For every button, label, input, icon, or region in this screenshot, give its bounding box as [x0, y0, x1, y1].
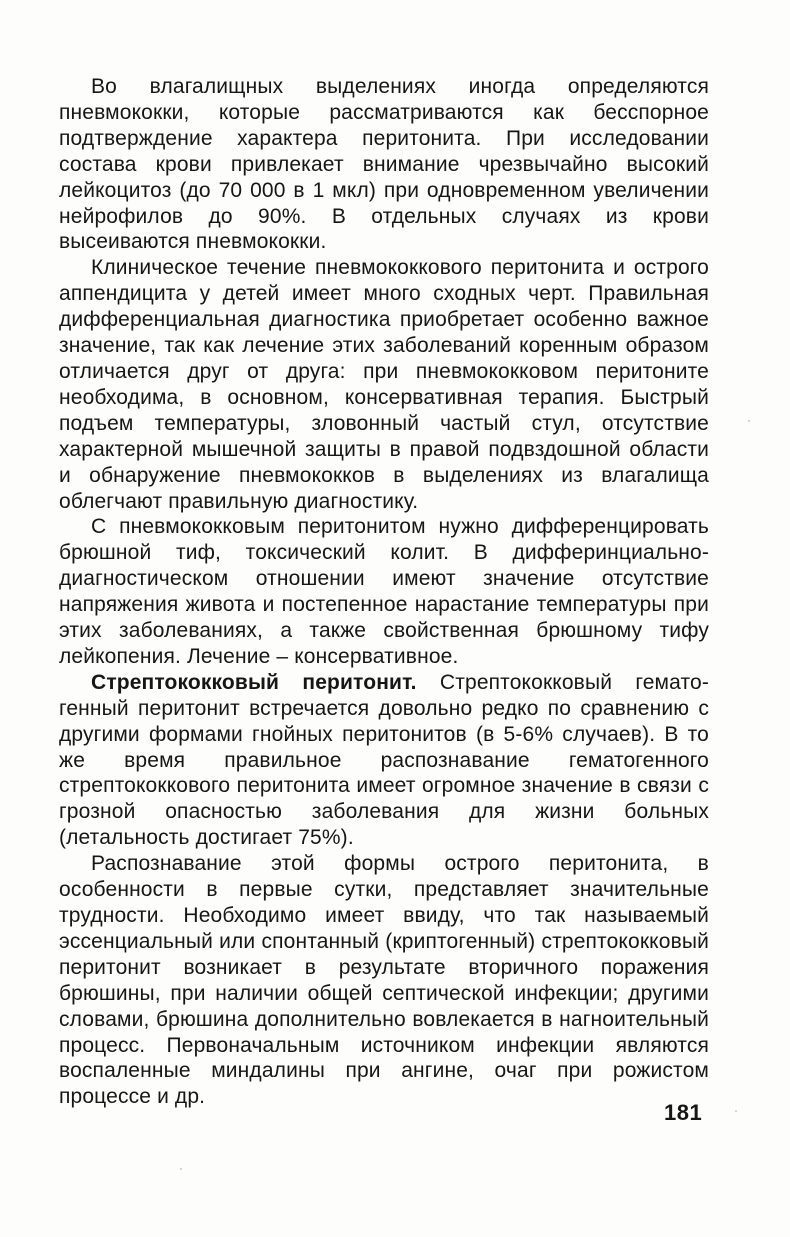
paragraph-text: С пневмококковым перитонитом нужно дифференцировать брюшной тиф, токсический колит. В дифферинциально-диагностическом отношении имеют значение отсутствие напряжения живота и постепенное нарастание температуры при этих заболеваниях, а также свойственная брюшному тифу лейкопения. Лечение – консервативное.: [59, 515, 709, 668]
section-heading: Стрептококковый перитонит.: [91, 670, 417, 694]
scan-speck: [735, 1110, 737, 1112]
page-number: 181: [664, 1100, 703, 1125]
paragraph-text: Клиническое течение пневмококкового перитонита и острого аппендицита у детей имеет много сходных черт. Правильная дифференциальная диагностика приобретает особенно важное значение, так как лечение этих заболеваний коренным образом отличается друг от друга: при пневмококковом перитоните необходима, в основном, консервативная терапия. Быстрый подъем температуры, зловонный частый стул, отсутствие характерной мышечной защиты в правой подвздошной области и обнаружение пневмококков в выделениях из влагалища облегчают правильную диагностику.: [59, 256, 709, 513]
scan-speck: [748, 420, 750, 422]
paragraph-clinical-course: [59, 255, 709, 514]
body-text: [59, 74, 709, 1110]
paragraph-streptococcal-peritonitis: [59, 670, 709, 851]
paragraph-recognition: [59, 851, 709, 1110]
paragraph-pneumococci-discharge: [59, 74, 709, 255]
paragraph-text: Стрептококковый гемато-генный перитонит встречается довольно редко по сравнению с другими формами гнойных перитонитов (в 5-6% случаев). В то же время правильное распознавание гематогенного стрептококкового перитонита имеет огромное значение в связи с грозной опасностью заболевания для жизни больных (летальность достигает 75%).: [59, 670, 709, 850]
paragraph-differential-diagnosis: [59, 514, 709, 669]
scan-speck: [180, 1168, 182, 1170]
paragraph-text: Во влагалищных выделениях иногда определяются пневмококки, которые рассматриваются как бесспорное подтверждение характера перитонита. При исследовании состава крови привлекает внимание чрезвычайно высокий лейкоцитоз (до 70 000 в 1 мкл) при одновременном увеличении нейрофилов до 90%. В отдельных случаях из крови высеиваются пневмококки.: [59, 75, 709, 254]
paragraph-text: Распознавание этой формы острого перитонита, в особенности в первые сутки, представляет значительные трудности. Необходимо имеет ввиду, что так называемый эссенциальный или спонтанный (криптогенный) стрептококковый перитонит возникает в результате вторичного поражения брюшины, при наличии общей септической инфекции; другими словами, брюшина дополнительно вовлекается в нагноительный процесс. Первоначальным источником инфекции являются воспаленные миндалины при ангине, очаг при рожистом процессе и др.: [59, 852, 709, 1109]
